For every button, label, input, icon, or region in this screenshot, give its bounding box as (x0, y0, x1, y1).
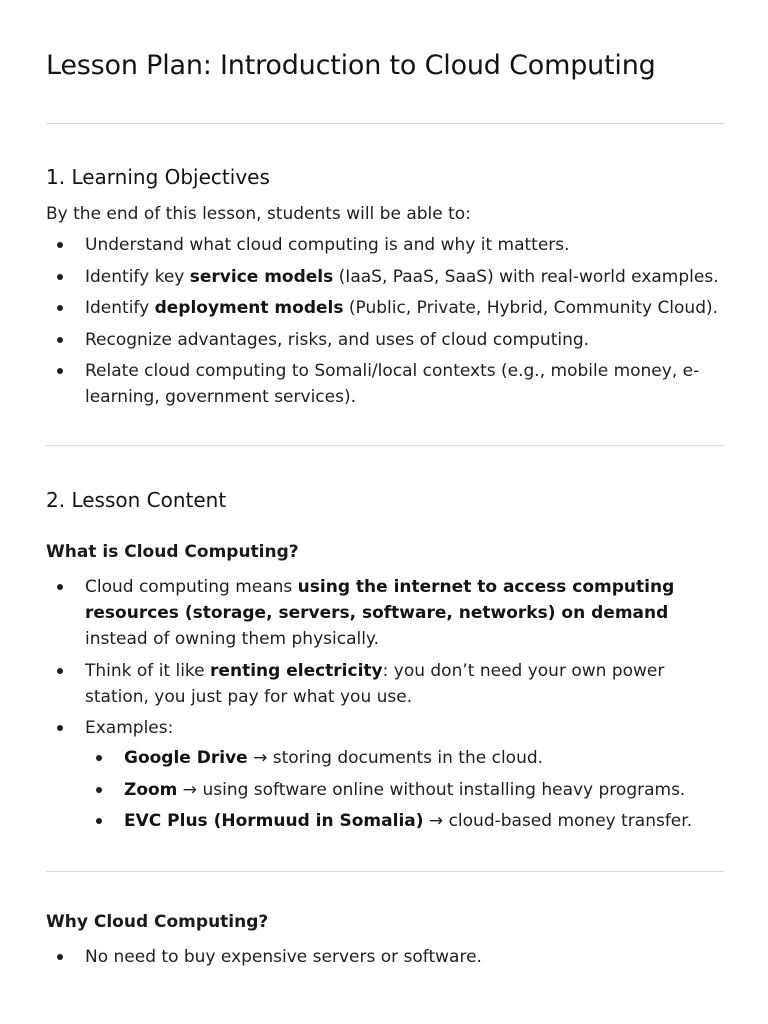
divider (46, 445, 724, 446)
list-item: Zoom → using software online without installing heavy programs. (85, 777, 724, 803)
content-subheading: What is Cloud Computing? (46, 542, 299, 562)
list-item: Understand what cloud computing is and why it matters. (46, 232, 724, 258)
why-subheading: Why Cloud Computing? (46, 912, 269, 932)
list-item: Recognize advantages, risks, and uses of cloud computing. (46, 327, 724, 353)
list-item: Examples: Google Drive → storing documents in the cloud. Zoom → using software online without installing heavy programs. EVC Plus (Hormuud in Somalia) → cloud-based money transfer. (46, 715, 724, 834)
list-item: Google Drive → storing documents in the cloud. (85, 745, 724, 771)
list-item: Identify key service models (IaaS, PaaS, SaaS) with real-world examples. (46, 264, 724, 290)
content-heading: 2. Lesson Content (46, 488, 227, 512)
objectives-heading: 1. Learning Objectives (46, 165, 270, 189)
divider (46, 123, 724, 124)
list-item: Relate cloud computing to Somali/local contexts (e.g., mobile money, e-learning, government services). (46, 358, 724, 410)
divider (46, 871, 724, 872)
objectives-list (46, 232, 724, 410)
list-item: Cloud computing means using the internet to access computing resources (storage, servers, software, networks) on demand instead of owning them physically. (46, 574, 724, 652)
page-title: Lesson Plan: Introduction to Cloud Computing (46, 50, 656, 81)
why-list (46, 944, 724, 970)
content-list (46, 574, 724, 834)
list-item: Identify deployment models (Public, Private, Hybrid, Community Cloud). (46, 295, 724, 321)
objectives-intro: By the end of this lesson, students will be able to: (46, 204, 471, 224)
examples-list (85, 745, 724, 834)
list-item: No need to buy expensive servers or software. (46, 944, 724, 970)
list-item: Think of it like renting electricity: you don’t need your own power station, you just pay for what you use. (46, 658, 724, 710)
list-item: EVC Plus (Hormuud in Somalia) → cloud-based money transfer. (85, 808, 724, 834)
